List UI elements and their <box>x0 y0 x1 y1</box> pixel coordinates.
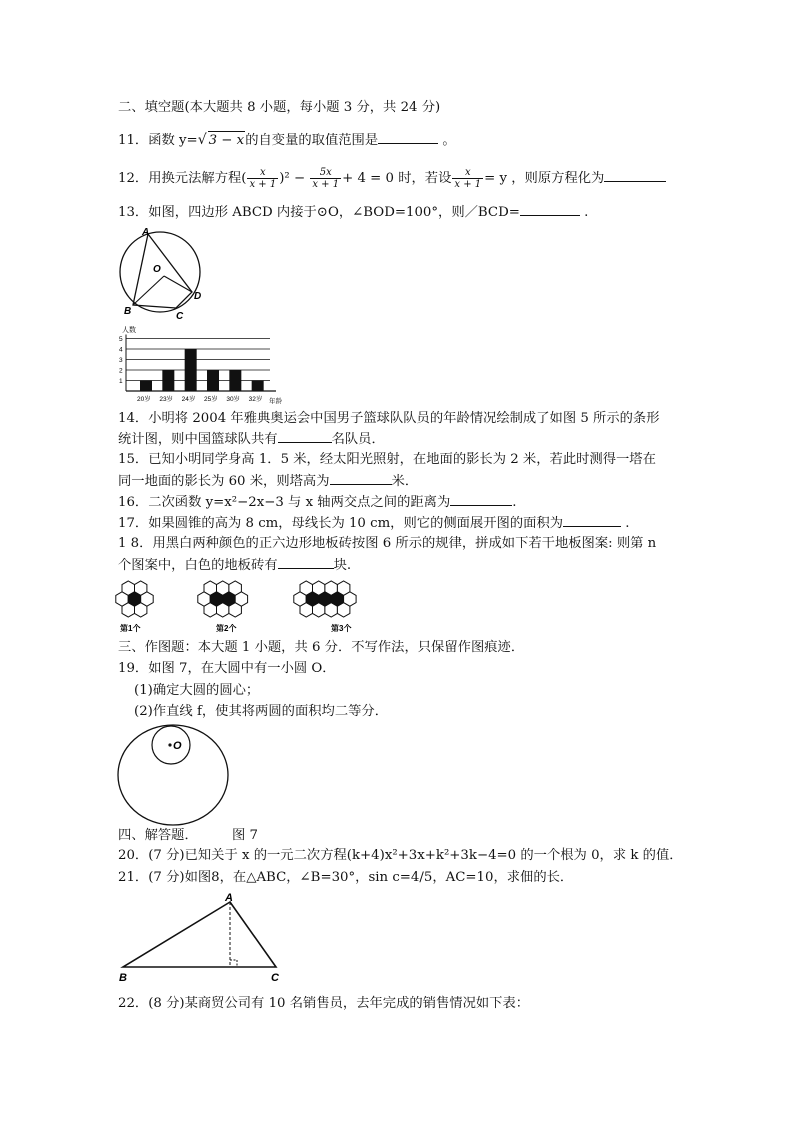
answer-blank-12[interactable] <box>604 169 666 182</box>
label-a: A <box>225 892 233 904</box>
section-3-title: 三、作图题：本大题 1 小题，共 6 分．不写作法，只保留作图痕迹． <box>118 640 525 655</box>
question-19-part-2: (2)作直线 f，使其将两圆的面积均二等分． <box>134 704 389 719</box>
q18-line2-prefix: 个图案中，白色的地板砖有 <box>118 558 278 573</box>
q12-fraction-2: $\frac{5x}{x + 1}$ <box>312 167 340 190</box>
white-hexagon-tile <box>235 592 247 606</box>
two-circles-figure <box>116 724 232 828</box>
white-hexagon-tile <box>141 592 154 606</box>
q12-prefix: 12．用换元法解方程( <box>118 171 247 186</box>
q13-end: . <box>584 205 589 220</box>
pattern-label-1: 第1个 <box>120 624 141 633</box>
inscribed-quadrilateral-figure <box>114 226 214 320</box>
label-b: B <box>119 972 127 984</box>
answer-blank-15[interactable] <box>330 472 392 485</box>
q11-suffix: 的自变量的取值范围是 <box>245 133 379 148</box>
chart-xlabel: 年龄 <box>269 398 282 405</box>
question-12 <box>118 166 666 192</box>
question-15-line-1: 15．已知小明同学身高 1．5 米，经太阳光照射，在地面的影长为 2 米，若此时测得一塔在 <box>118 452 656 467</box>
q15-line2-prefix: 同一地面的影长为 60 米，则塔高为 <box>118 474 330 489</box>
question-11: 11．函数 y=√ 3 − x的自变量的取值范围是 。 <box>118 132 456 148</box>
answer-blank-13[interactable] <box>520 203 580 216</box>
question-17 <box>118 514 630 533</box>
right-angle-mark <box>230 960 237 967</box>
q16-prefix: 16．二次函数 y=x²−2x−3 与 x 轴两交点之间的距离为 <box>118 495 451 510</box>
label-a: A <box>142 227 150 238</box>
q17-prefix: 17．如果圆锥的高为 8 cm，母线长为 10 cm，则它的侧面展开图的面积为 <box>118 516 564 531</box>
answer-blank-16[interactable] <box>450 493 512 506</box>
white-hexagon-tile <box>198 592 210 606</box>
figure-7-caption: 图 7 <box>232 828 258 843</box>
triangle-abc-figure <box>116 888 292 984</box>
chart-y-tick-label: 3 <box>119 357 123 364</box>
label-center-o: O <box>173 740 182 752</box>
segment-od <box>164 276 192 292</box>
white-hexagon-tile <box>294 592 306 606</box>
q11-sqrt: 3 − x <box>208 133 245 148</box>
question-14-line-1: 14．小明将 2004 年雅典奥运会中国男子篮球队队员的年龄情况绘制成了如图 5 所示的条形 <box>118 411 660 426</box>
q14-line2-prefix: 统计图，则中国篮球队共有 <box>118 432 278 447</box>
q13-text: 13．如图，四边形 ABCD 内接于⊙O，∠BOD=100°，则／BCD= <box>118 205 520 220</box>
chart-bar <box>207 370 219 391</box>
pattern-label-3: 第3个 <box>331 624 352 633</box>
label-d: D <box>194 291 202 302</box>
black-hexagon-tile <box>306 592 319 606</box>
question-22: 22．(8 分)某商贸公司有 10 名销售员，去年完成的销售情况如下表： <box>118 996 530 1011</box>
q15-line2-suffix: 米． <box>391 474 419 489</box>
q12-mid-2: + 4 = 0 时，若设 <box>342 171 452 186</box>
chart-y-tick-label: 2 <box>119 367 123 375</box>
black-hexagon-tile <box>128 592 141 606</box>
chart-bar <box>229 370 241 391</box>
q16-suffix: . <box>512 495 517 510</box>
q12-fraction-3: $\frac{x}{x + 1}$ <box>454 167 482 190</box>
pattern-label-2: 第2个 <box>216 624 237 633</box>
chart-ylabel: 人数 <box>122 327 136 334</box>
question-14-line-2 <box>118 430 385 449</box>
chart-bar <box>252 381 264 392</box>
chart-x-tick-label: 32岁 <box>248 396 263 403</box>
black-hexagon-tile <box>210 592 223 606</box>
chart-bar <box>185 349 197 391</box>
chart-y-tick-label: 4 <box>119 346 123 354</box>
label-o: O <box>153 264 161 275</box>
chart-y-tick-label: 5 <box>119 336 123 343</box>
question-19-title: 19．如图 7，在大圆中有一小圆 O． <box>118 661 336 676</box>
triangle-abc <box>123 902 276 967</box>
age-bar-chart <box>112 324 292 410</box>
answer-blank-14[interactable] <box>278 430 332 443</box>
label-c: C <box>271 972 279 984</box>
center-point-o <box>168 743 171 746</box>
black-hexagon-tile <box>331 592 343 606</box>
chart-x-tick-label: 23岁 <box>159 396 174 403</box>
chart-bar <box>162 370 174 391</box>
q14-line2-suffix: 名队员． <box>331 432 385 447</box>
q11-prefix: 11．函数 y= <box>118 133 198 148</box>
q17-suffix: . <box>625 516 630 531</box>
question-13 <box>118 203 588 222</box>
question-16 <box>118 493 517 512</box>
chart-x-tick-label: 25岁 <box>204 396 218 403</box>
chart-x-tick-label: 24岁 <box>181 396 196 403</box>
black-hexagon-tile <box>319 592 332 606</box>
answer-blank-11[interactable] <box>378 131 438 144</box>
hexagon-tile-patterns <box>112 578 382 634</box>
label-c: C <box>176 311 184 320</box>
chart-bar <box>140 381 152 392</box>
chart-x-tick-label: 20岁 <box>137 396 151 403</box>
chart-x-tick-label: 30岁 <box>226 396 241 403</box>
q11-end: 。 <box>442 133 456 148</box>
answer-blank-17[interactable] <box>563 514 621 527</box>
chart-y-tick-label: 1 <box>119 378 123 385</box>
q12-mid-1: )² − <box>279 171 310 186</box>
question-18-line-2 <box>118 556 351 575</box>
section-4-title: 四、解答题． <box>118 828 198 843</box>
section-2-title: 二、填空题(本大题共 8 小题，每小题 3 分，共 24 分) <box>118 100 441 115</box>
question-18-line-1: 1 8．用黑白两种颜色的正六边形地板砖按图 6 所示的规律，拼成如下若干地板图案: 则第 n <box>118 536 657 551</box>
answer-blank-18[interactable] <box>278 556 334 569</box>
question-15-line-2 <box>118 472 418 491</box>
black-hexagon-tile <box>223 592 236 606</box>
question-20: 20．(7 分)已知关于 x 的一元二次方程(k+4)x²+3x+k²+3k−4=0 的一个根为 0，求 k 的值． <box>118 848 683 863</box>
white-hexagon-tile <box>116 592 128 606</box>
q12-fraction-1: $\frac{x}{x + 1}$ <box>249 167 277 190</box>
question-19-part-1: (1)确定大圆的圆心； <box>134 683 260 698</box>
question-21: 21．(7 分)如图8，在△ABC，∠B=30°，sin c=4/5，AC=10，求佃的长． <box>118 870 574 885</box>
white-hexagon-tile <box>344 592 357 606</box>
q18-line2-suffix: 块. <box>333 558 352 573</box>
label-b: B <box>124 306 132 317</box>
q12-suffix: = y ，则原方程化为 <box>484 171 605 186</box>
